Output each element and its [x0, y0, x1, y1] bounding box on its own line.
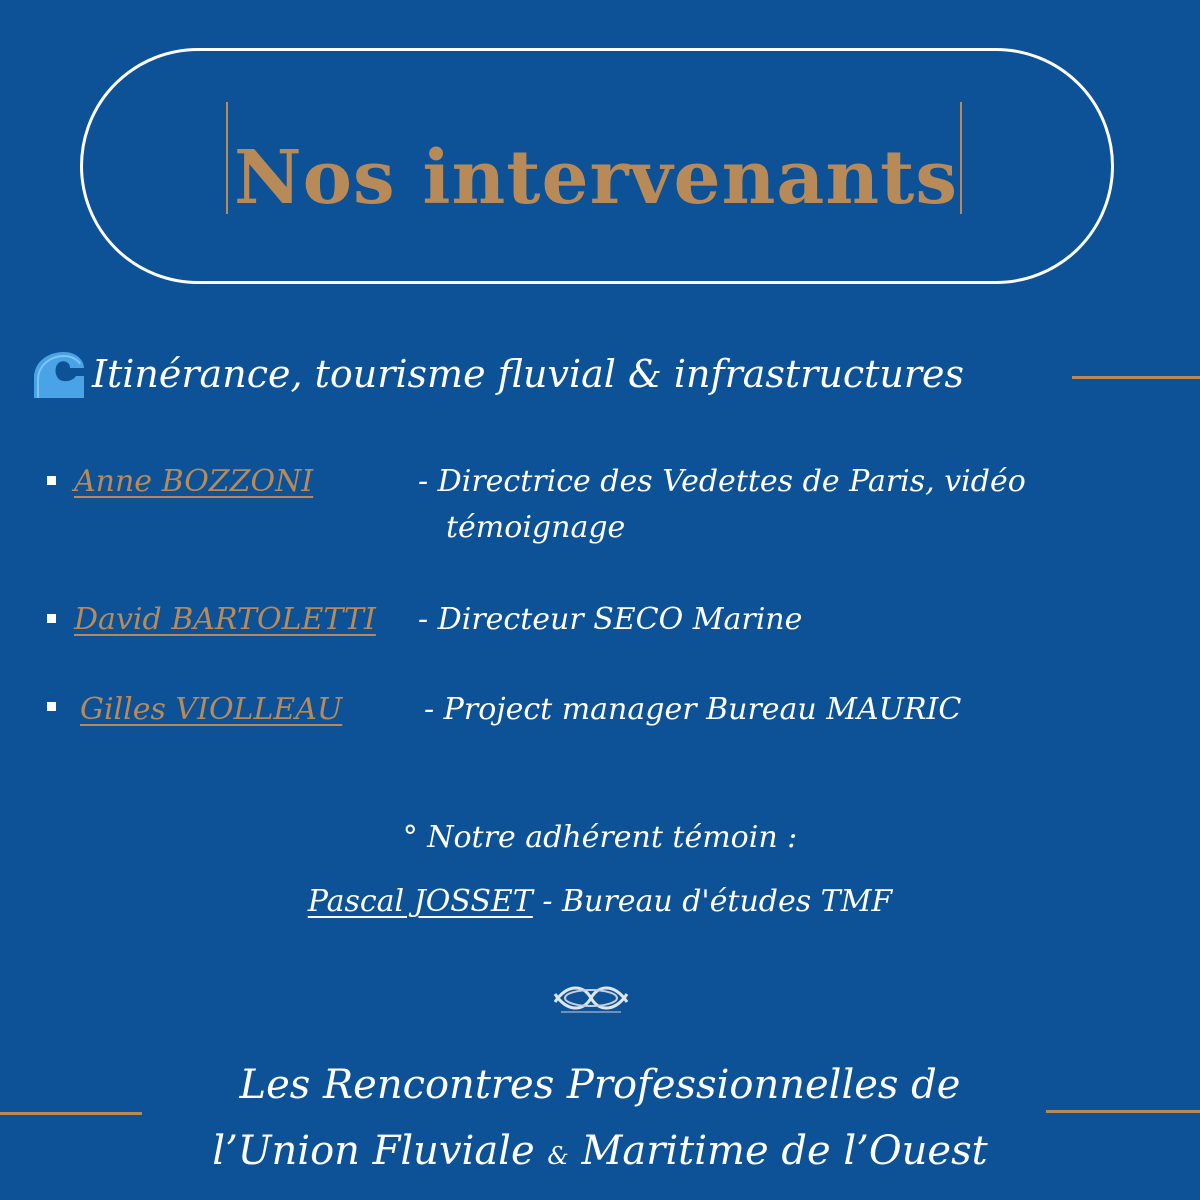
witness-marker: °: [402, 820, 418, 855]
divider-right-top: [1072, 376, 1200, 379]
witness-label: Notre adhérent témoin :: [427, 820, 798, 855]
title-left-bar: [226, 102, 228, 214]
speaker-role-2: - Directeur SECO Marine: [418, 602, 803, 637]
speaker-name-2[interactable]: David BARTOLETTI: [74, 602, 376, 637]
witness-role: - Bureau d'études TMF: [532, 884, 893, 919]
rope-knot-icon: [553, 980, 629, 1016]
footer-line-2-b: Maritime de l’Ouest: [568, 1128, 988, 1174]
bullet-2: [47, 614, 56, 623]
witness-label-line: [0, 818, 1200, 858]
speaker-role-1: - Directrice des Vedettes de Paris, vidéo: [418, 464, 1026, 499]
speaker-role-3: - Project manager Bureau MAURIC: [424, 692, 962, 727]
bullet-1: [47, 476, 56, 485]
page-title: Nos intervenants: [233, 135, 959, 221]
footer-ampersand: &: [547, 1142, 569, 1170]
footer-line-2: [0, 1120, 1200, 1187]
wave-icon: [32, 350, 86, 400]
speaker-name-1[interactable]: Anne BOZZONI: [74, 464, 314, 499]
speaker-name-3[interactable]: Gilles VIOLLEAU: [80, 692, 343, 727]
speaker-role-1-cont: témoignage: [446, 510, 626, 545]
footer-line-1: Les Rencontres Professionnelles de: [239, 1062, 961, 1108]
bullet-3: [47, 702, 56, 711]
witness-line: [0, 882, 1200, 922]
witness-name[interactable]: Pascal JOSSET: [307, 884, 533, 919]
footer-line-2-a: l’Union Fluviale: [212, 1128, 548, 1174]
title-right-bar: [960, 102, 962, 214]
section-title: Itinérance, tourisme fluvial & infrastructures: [92, 352, 964, 396]
